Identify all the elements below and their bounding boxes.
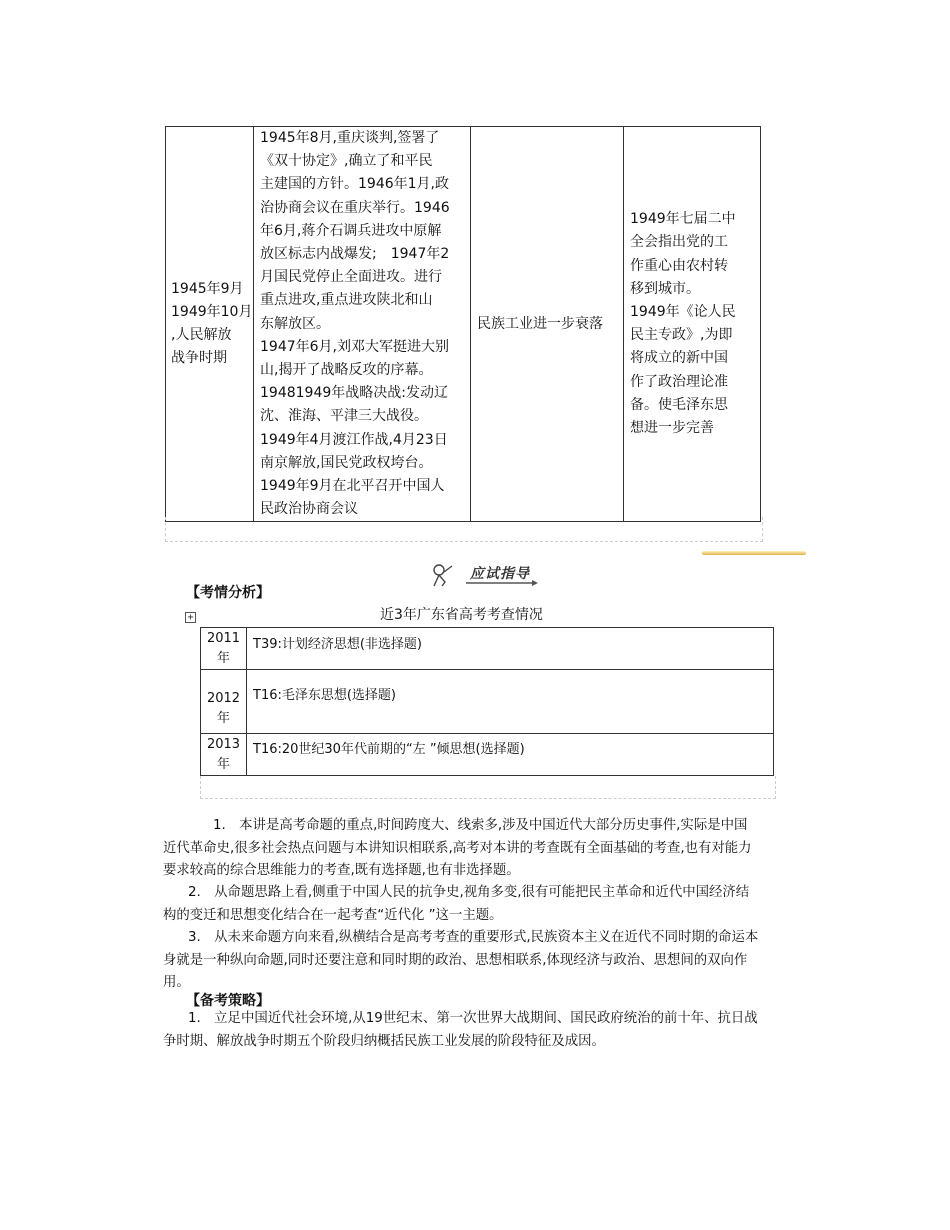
paragraph-line: 3. 从未来命题方向来看,纵横结合是高考考查的重要形式,民族资本主义在近代不同时期的命运本 <box>188 930 759 945</box>
period-line: ,人民解放 <box>171 327 232 344</box>
desc-cell <box>247 670 774 734</box>
event-line: 山,揭开了战略反攻的序幕。 <box>260 362 433 379</box>
thought-line: 民主专政》,为即 <box>630 327 733 344</box>
thought-line: 移到城市。 <box>630 280 700 297</box>
table-dashed-border <box>165 517 763 542</box>
event-line: 主建国的方针。1946年1月,政 <box>260 176 449 193</box>
history-table <box>165 126 761 522</box>
thought-line: 想进一步完善 <box>630 420 714 437</box>
event-line: 放区标志内战爆发; 1947年2 <box>260 246 450 263</box>
paragraph-line: 1. 本讲是高考命题的重点,时间跨度大、线索多,涉及中国近代大部分历史事件,实际是中国 <box>213 818 748 833</box>
strategy-paragraph-1 <box>163 1008 793 1053</box>
event-line: 民政治协商会议 <box>260 501 358 518</box>
event-line: 《双十协定》,确立了和平民 <box>260 153 433 170</box>
desc-cell <box>247 628 774 670</box>
exam-table-caption: 近3年广东省高考考查情况 <box>380 607 543 623</box>
table-row <box>201 670 774 734</box>
thought-line: 将成立的新中国 <box>630 350 728 367</box>
paragraph-line: 近代革命史,很多社会热点问题与本讲知识相联系,高考对本讲的考查既有全面基础的考查,也有对能力 <box>163 840 752 856</box>
analysis-paragraph-1 <box>163 815 793 883</box>
event-line: 重点进攻,重点进攻陕北和山 <box>260 292 433 309</box>
events-cell <box>254 127 471 522</box>
period-cell <box>166 127 254 522</box>
event-line: 月国民党停止全面进攻。进行 <box>260 269 442 286</box>
question-desc: T16:毛泽东思想(选择题) <box>253 688 397 703</box>
event-line: 沈、淮海、平津三大战役。 <box>260 408 428 425</box>
event-line: 1949年4月渡江作战,4月23日 <box>260 431 448 448</box>
decorative-bar <box>702 551 806 555</box>
year-cell <box>201 734 247 776</box>
period-line: 1945年9月 <box>171 280 244 297</box>
period-line: 1949年10月 <box>171 304 253 321</box>
analysis-paragraph-2 <box>163 882 793 927</box>
table-row <box>201 628 774 670</box>
question-desc: T16:20世纪30年代前期的“左 ”倾思想(选择题) <box>253 742 525 757</box>
year-number: 2011 <box>206 630 241 646</box>
exam-guide-banner-label: 应试指导 <box>470 566 530 582</box>
analysis-paragraph-3 <box>163 927 793 995</box>
desc-cell <box>247 734 774 776</box>
thought-line: 作了政治理论准 <box>630 373 728 390</box>
year-unit: 年 <box>216 710 230 726</box>
thought-line: 备。使毛泽东思 <box>630 396 728 413</box>
event-line: 东解放区。 <box>260 315 330 332</box>
year-unit: 年 <box>216 756 230 772</box>
paragraph-line: 争时期、解放战争时期五个阶段归纳概括民族工业发展的阶段特征及成因。 <box>163 1033 605 1049</box>
year-cell <box>201 628 247 670</box>
year-unit: 年 <box>216 650 230 666</box>
exam-table <box>200 627 774 776</box>
paragraph-line: 1. 立足中国近代社会环境,从19世纪末、第一次世界大战期间、国民政府统治的前十年、抗日战 <box>188 1011 758 1026</box>
table-dashed-border <box>200 776 776 799</box>
paragraph-line: 2. 从命题思路上看,侧重于中国人民的抗争史,视角多变,很有可能把民主革命和近代中国经济结 <box>188 885 750 900</box>
thought-line: 作重心由农村转 <box>630 257 728 274</box>
thought-line: 全会指出党的工 <box>630 234 728 251</box>
event-line: 1945年8月,重庆谈判,签署了 <box>260 130 440 146</box>
year-cell <box>201 670 247 734</box>
event-line: 南京解放,国民党政权垮台。 <box>260 454 433 471</box>
year-number: 2013 <box>206 736 241 752</box>
economy-text: 民族工业进一步衰落 <box>477 315 603 332</box>
strategy-heading: 【备考策略】 <box>186 993 270 1009</box>
history-table-container <box>165 126 761 522</box>
event-line: 19481949年战略决战:发动辽 <box>260 385 448 402</box>
event-line: 年6月,蒋介石调兵进攻中原解 <box>260 222 442 239</box>
thought-line: 1949年七届二中 <box>630 211 736 228</box>
thought-line: 1949年《论人民 <box>630 304 736 321</box>
table-row <box>201 734 774 776</box>
period-line: 战争时期 <box>171 350 227 367</box>
thought-cell <box>624 127 761 522</box>
event-line: 1949年9月在北平召开中国人 <box>260 478 445 495</box>
year-number: 2012 <box>206 690 241 706</box>
paragraph-line: 身就是一种纵向命题,同时还要注意和同时期的政治、思想相联系,体现经济与政治、思想间的双向作 <box>163 952 748 968</box>
event-line: 1947年6月,刘邓大军挺进大别 <box>260 338 449 355</box>
paragraph-line: 要求较高的综合思维能力的考查,既有选择题,也有非选择题。 <box>163 863 520 879</box>
economy-cell <box>471 127 624 522</box>
exam-analysis-heading: 【考情分析】 <box>186 585 270 601</box>
expand-icon[interactable]: + <box>185 612 196 623</box>
paragraph-line: 构的变迁和思想变化结合在一起考查“近代化 ”这一主题。 <box>163 907 503 923</box>
table-row <box>166 127 761 522</box>
question-desc: T39:计划经济思想(非选择题) <box>253 637 423 652</box>
event-line: 治协商会议在重庆举行。1946 <box>260 199 450 216</box>
paragraph-line: 用。 <box>163 975 190 991</box>
